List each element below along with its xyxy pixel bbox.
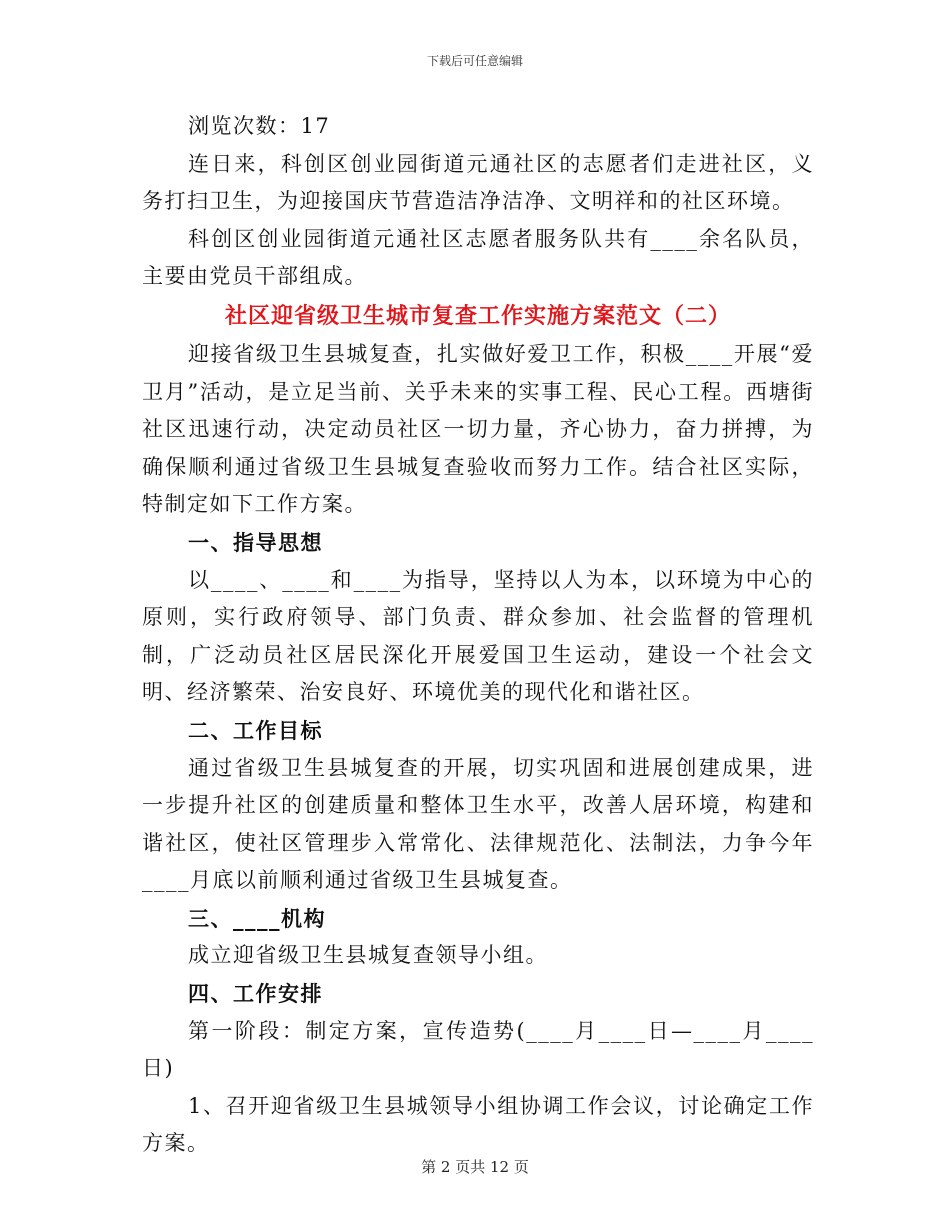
- paragraph-phase-one: 第一阶段：制定方案，宣传造势(____月____日—____月____日): [142, 1018, 814, 1081]
- section-heading-arrangement: 四、工作安排: [188, 981, 323, 1007]
- document-body: [142, 108, 814, 1163]
- section-heading-guiding-ideology: 一、指导思想: [188, 529, 323, 555]
- section-heading-goals: 二、工作目标: [188, 717, 323, 743]
- section-heading-organization: 三、____机构: [188, 905, 326, 931]
- paragraph-goals: 通过省级卫生县城复查的开展，切实巩固和进展创建成果，进一步提升社区的创建质量和整体卫生水平，改善人居环境，构建和谐社区，使社区管理步入常常化、法律规范化、法制法，力争今年____月底以前顺利通过省级卫生县城复查。: [142, 755, 814, 893]
- document-title: 社区迎省级卫生城市复查工作实施方案范文（二）: [224, 302, 731, 329]
- paragraph-item-one: 1、召开迎省级卫生县城领导小组协调工作会议，讨论确定工作方案。: [142, 1093, 814, 1156]
- paragraph-overview: 迎接省级卫生县城复查，扎实做好爱卫工作，积极____开展“爱卫月”活动，是立足当前、关乎未来的实事工程、民心工程。西塘街社区迅速行动，决定动员社区一切力量，齐心协力，奋力拼搏，为确保顺利通过省级卫生县城复查验收而努力工作。结合社区实际，特制定如下工作方案。: [142, 341, 814, 517]
- view-count: 浏览次数：17: [188, 114, 331, 138]
- paragraph-organization: 成立迎省级卫生县城复查领导小组。: [188, 943, 548, 968]
- header-note: 下载后可任意编辑: [426, 54, 523, 68]
- paragraph-guiding-ideology: 以____、____和____为指导，坚持以人为本，以环境为中心的原则，实行政府领导、部门负责、群众参加、社会监督的管理机制，广泛动员社区居民深化开展爱国卫生运动，建设一个社会文明、经济繁荣、治安良好、环境优美的现代化和谐社区。: [142, 567, 814, 705]
- paragraph-intro: 连日来，科创区创业园街道元通社区的志愿者们走进社区，义务打扫卫生，为迎接国庆节营造洁净洁净、文明祥和的社区环境。: [142, 151, 814, 214]
- paragraph-volunteers: 科创区创业园街道元通社区志愿者服务队共有____余名队员，主要由党员干部组成。: [142, 226, 814, 289]
- page-number: 第 2 页共 12 页: [421, 1158, 529, 1176]
